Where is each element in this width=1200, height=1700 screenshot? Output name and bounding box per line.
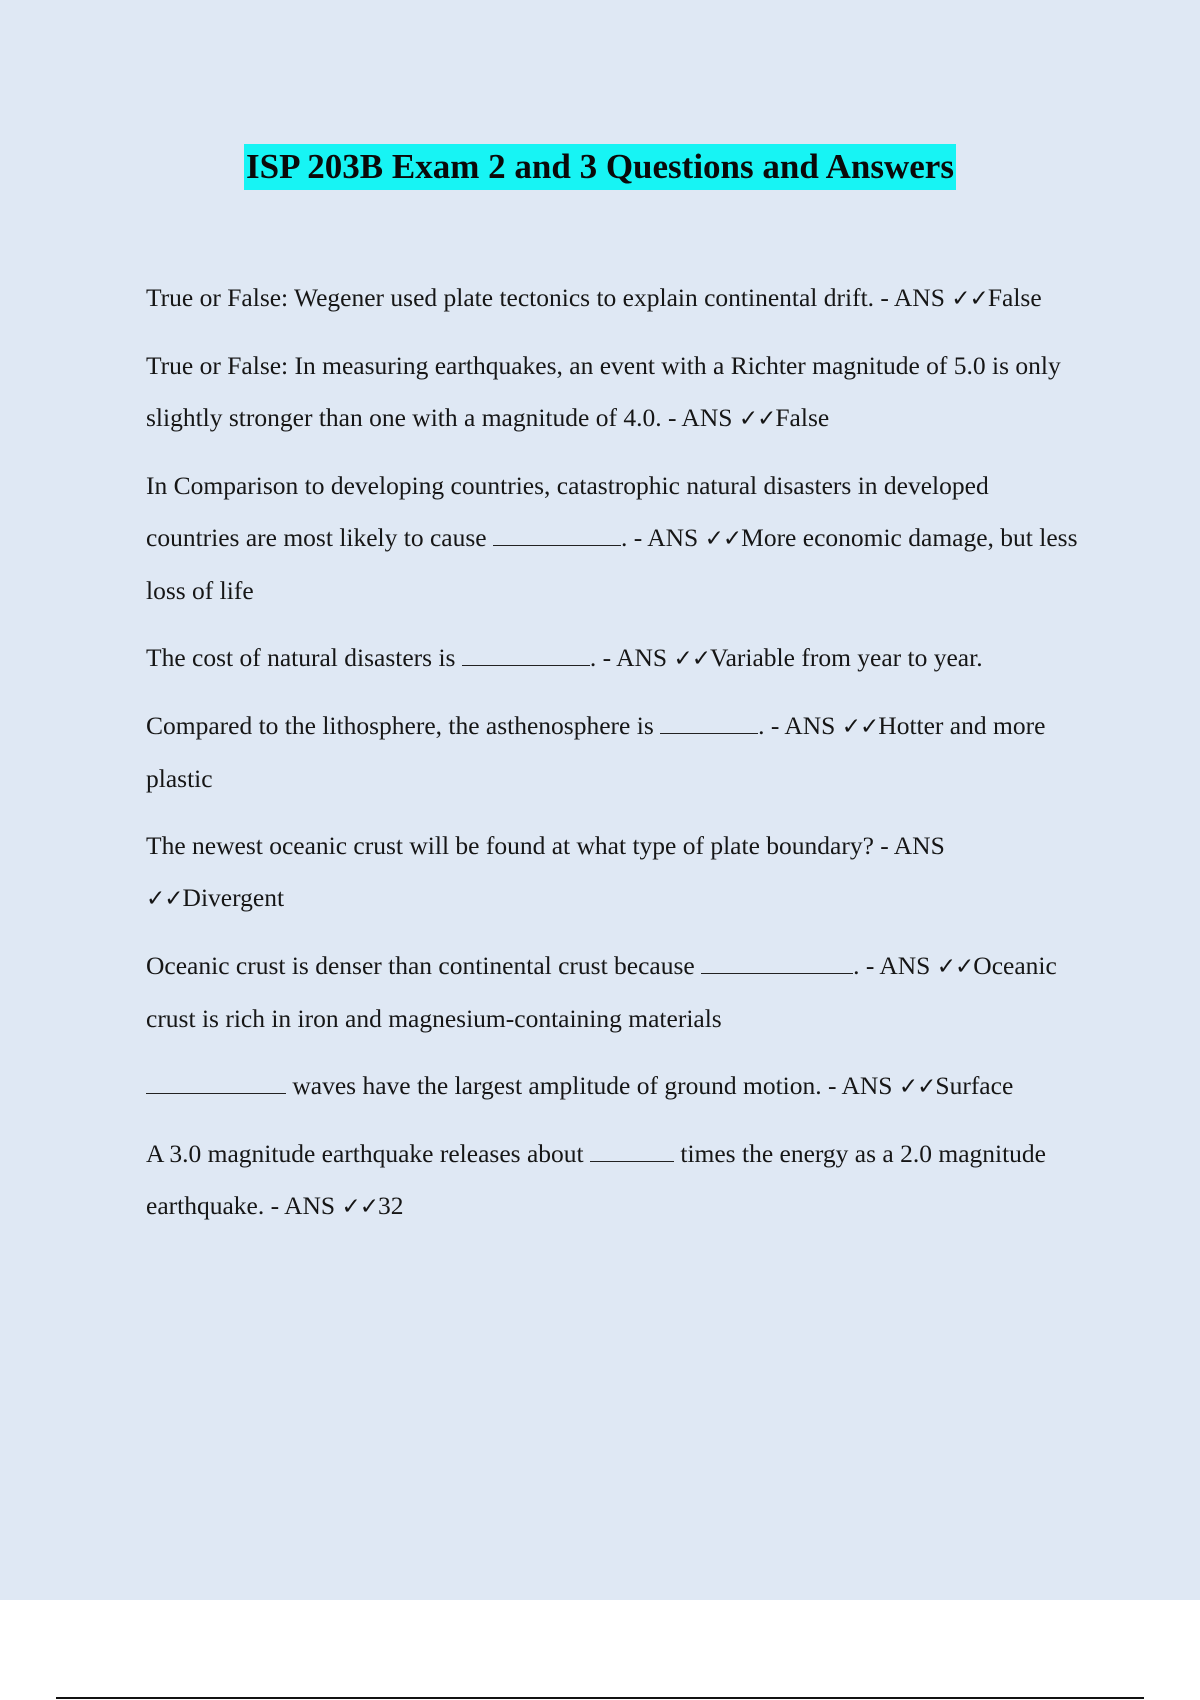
qa-item-2 — [146, 340, 1086, 445]
question-text: A 3.0 magnitude earthquake releases about — [146, 1139, 584, 1168]
question-text-tail: . - — [853, 951, 875, 980]
answer-blank — [462, 643, 590, 666]
answer-text: Oceanic crust is rich in iron and magnesium-containing materials — [146, 951, 1057, 1033]
qa-item-6 — [146, 820, 1086, 925]
qa-item-4 — [146, 632, 1086, 685]
qa-item-3 — [146, 460, 1086, 617]
ans-label: ANS — [893, 831, 945, 860]
double-check-icon: ✓✓ — [704, 526, 742, 552]
question-text-tail: times the energy as a 2.0 magnitude earthquake. - — [146, 1139, 1047, 1220]
answer-text: False — [987, 283, 1042, 312]
ans-label: ANS — [681, 403, 733, 432]
answer-text: False — [775, 403, 830, 432]
answer-text: Hotter and more plastic — [146, 711, 1046, 793]
answer-text: Variable from year to year. — [710, 643, 983, 672]
double-check-icon: ✓✓ — [841, 714, 879, 740]
question-text: The newest oceanic crust will be found at what type of plate boundary? - — [146, 831, 889, 860]
ans-label: ANS — [616, 643, 668, 672]
answer-text: 32 — [378, 1191, 404, 1220]
answer-text: More economic damage, but less loss of life — [146, 523, 1078, 605]
ans-label: ANS — [784, 711, 836, 740]
question-text-tail: waves have the largest amplitude of ground motion. - — [292, 1071, 837, 1100]
title-container — [0, 144, 1200, 190]
qa-item-8 — [146, 1060, 1086, 1113]
question-text: Compared to the lithosphere, the asthenosphere is — [146, 711, 654, 740]
ans-label: ANS — [647, 523, 699, 552]
answer-text: Surface — [935, 1071, 1014, 1100]
ans-label: ANS — [893, 283, 945, 312]
document-title: ISP 203B Exam 2 and 3 Questions and Answers — [244, 144, 956, 190]
double-check-icon: ✓✓ — [898, 1074, 936, 1100]
double-check-icon: ✓✓ — [738, 406, 776, 432]
footer-divider — [56, 1697, 1144, 1699]
answer-text: Divergent — [182, 883, 285, 912]
question-text-tail: . - — [589, 643, 612, 672]
question-text: True or False: In measuring earthquakes, an event with a Richter magnitude of 5.0 is only slightly stronger than one with a magnitude of 4.0. - — [146, 351, 1061, 432]
double-check-icon: ✓✓ — [951, 286, 988, 312]
question-text: The cost of natural disasters is — [146, 643, 456, 672]
qa-item-5 — [146, 700, 1086, 805]
double-check-icon: ✓✓ — [936, 954, 974, 980]
double-check-icon: ✓✓ — [673, 646, 710, 672]
answer-blank — [493, 523, 621, 546]
double-check-icon: ✓✓ — [146, 886, 183, 912]
question-text-tail: . - — [620, 523, 643, 552]
question-text: True or False: Wegener used plate tectonics to explain continental drift. - — [146, 283, 889, 312]
qa-list — [146, 272, 1086, 1248]
question-text-tail: . - — [758, 711, 780, 740]
qa-item-9 — [146, 1128, 1086, 1233]
question-text: In Comparison to developing countries, catastrophic natural disasters in developed countries are most likely to cause — [146, 471, 989, 552]
answer-blank — [590, 1139, 674, 1162]
answer-blank — [146, 1071, 286, 1094]
answer-blank — [701, 951, 853, 974]
ans-label: ANS — [879, 951, 931, 980]
double-check-icon: ✓✓ — [341, 1194, 378, 1220]
question-text: Oceanic crust is denser than continental crust because — [146, 951, 695, 980]
ans-label: ANS — [284, 1191, 336, 1220]
answer-blank — [660, 711, 758, 734]
qa-item-7 — [146, 940, 1086, 1045]
ans-label: ANS — [841, 1071, 893, 1100]
qa-item-1 — [146, 272, 1086, 325]
